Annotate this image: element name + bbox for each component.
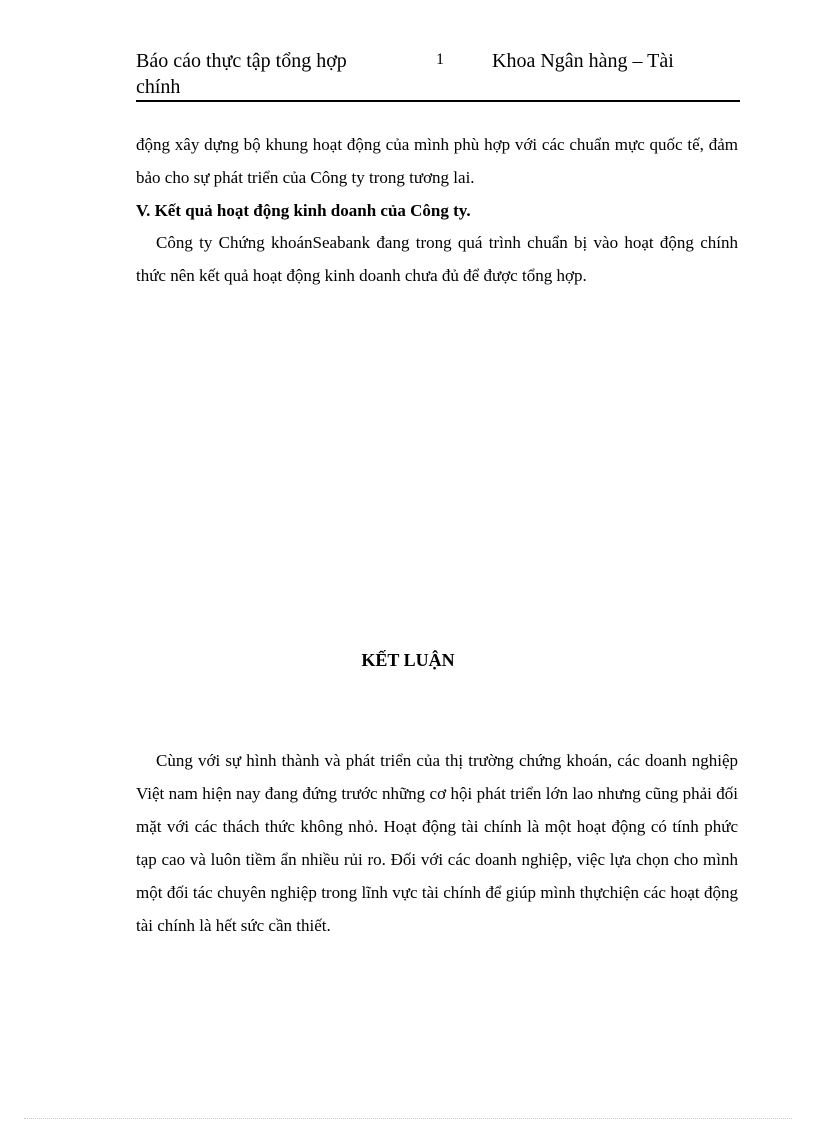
paragraph-conclusion: Cùng với sự hình thành và phát triển của thị trường chứng khoán, các doanh nghiệp Việt nam hiện nay đang đứng trước những cơ hội phát triển lớn lao nhưng cũng phải đối mặt với các thách thức không nhỏ. Hoạt động tài chính là một hoạt động có tính phức tạp cao và luôn tiềm ẩn nhiều rủi ro. Đối với các doanh nghiệp, việc lựa chọn cho mình một đối tác chuyên nghiệp trong lĩnh vực tài chính để giúp mình thựchiện các hoạt động tài chính là hết sức cần thiết. <box>136 751 738 935</box>
page-header <box>136 48 740 102</box>
header-report-title: Báo cáo thực tập tổng hợp chính <box>136 50 347 98</box>
paragraph-continued: động xây dựng bộ khung hoạt động của mình phù hợp với các chuẩn mực quốc tế, đảm bảo cho sự phát triển của Công ty trong tương lai. <box>136 135 738 187</box>
page-number: 1 <box>436 51 444 68</box>
header-faculty-name: Khoa Ngân hàng – Tài <box>492 50 674 72</box>
page-bottom-divider <box>24 1118 792 1119</box>
section-v-heading: V. Kết quả hoạt động kinh doanh của Công ty. <box>136 201 471 220</box>
paragraph-business-results: Công ty Chứng khoánSeabank đang trong quá trình chuẩn bị vào hoạt động chính thức nên kết quả hoạt động kinh doanh chưa đủ để được tổng hợp. <box>136 233 738 285</box>
conclusion-heading: KẾT LUẬN <box>361 650 455 670</box>
